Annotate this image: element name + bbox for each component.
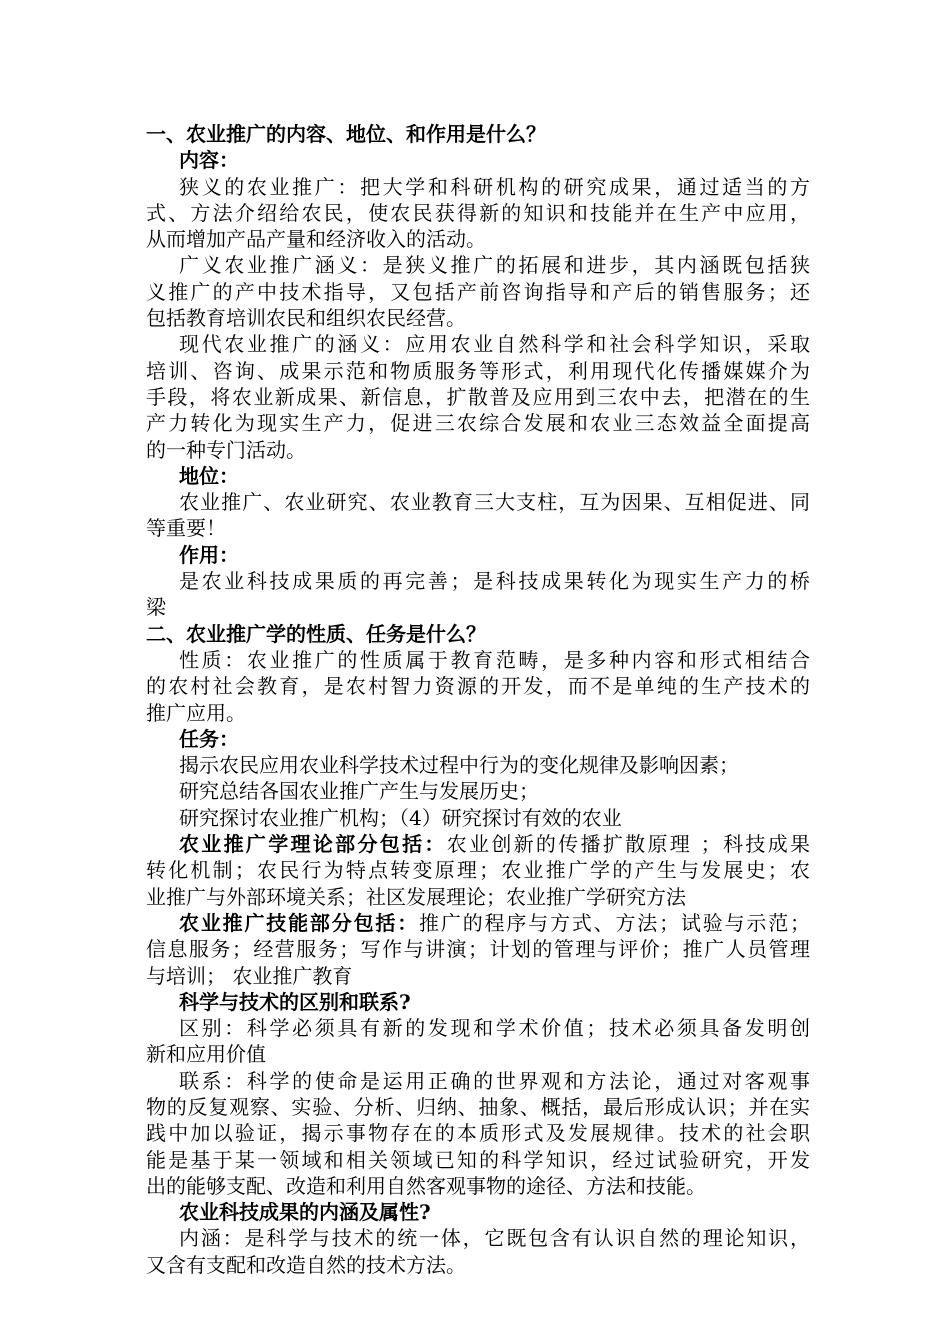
text-line [146,1225,810,1251]
heading-line [146,147,810,173]
text-line [146,1173,810,1199]
line-text: 农业科技成果的内涵及属性? [179,1200,431,1225]
heading-line [146,542,810,568]
text-line [146,647,810,673]
line-text: 信息服务；经营服务；写作与讲演；计划的管理与评价；推广人员管理 [146,937,810,962]
text-line [146,752,810,778]
line-text: 又含有支配和改造自然的技术方法。 [146,1252,466,1277]
line-text-rest: 农业创新的传播扩散原理 ；科技成果 [446,832,810,857]
line-text: 广义农业推广涵义：是狭义推广的拓展和进步，其内涵既包括狭 [179,253,810,278]
line-text: 等重要！ [146,516,226,541]
text-line [146,384,810,410]
text-line [146,700,810,726]
line-text: 产力转化为现实生产力，促进三农综合发展和农业三态效益全面提高 [146,411,810,436]
line-text: 作用： [179,542,239,567]
heading-line [146,1199,810,1225]
line-text: 义推广的产中技术指导，又包括产前咨询指导和产后的销售服务；还 [146,279,810,304]
line-text: 农业推广学理论部分包括： [179,832,447,857]
text-line [146,200,810,226]
text-line [146,1120,810,1146]
line-text: 研究探讨农业推广机构；（4）研究探讨有效的农业 [179,805,622,830]
line-text: 出的能够支配、改造和利用自然客观事物的途径、方法和技能。 [146,1173,706,1198]
line-text: 揭示农民应用农业科学技术过程中行为的变化规律及影响因素； [179,753,739,778]
line-text-rest: 推广的程序与方式、方法；试验与示范； [419,910,811,935]
text-line [146,1147,810,1173]
line-text: 培训、咨询、成果示范和物质服务等形式，利用现代化传播媒媒介为 [146,358,810,383]
text-line [146,226,810,252]
heading-line [146,621,810,647]
text-line [146,279,810,305]
line-text: 业推广与外部环境关系；社区发展理论；农业推广学研究方法 [146,884,686,909]
text-line [146,515,810,541]
text-line [146,568,810,594]
line-text: 的一种专门活动。 [146,437,306,462]
heading-line [146,121,810,147]
line-text: 任务： [179,726,239,751]
text-line [146,805,810,831]
line-text: 新和应用价值 [146,1042,266,1067]
line-text: 联系：科学的使命是运用正确的世界观和方法论，通过对客观事 [179,1068,810,1093]
line-text: 梁 [146,595,166,620]
heading-line [146,989,810,1015]
line-text: 从而增加产品产量和经济收入的活动。 [146,227,486,252]
text-line [146,1252,810,1278]
text-line [146,174,810,200]
text-line [146,437,810,463]
text-line [146,1015,810,1041]
line-text: 研究总结各国农业推广产生与发展历史； [179,779,539,804]
document-body [146,121,810,1278]
line-text: 转化机制；农民行为特点转变原理；农业推广学的产生与发展史；农 [146,858,810,883]
line-text: 科学与技术的区别和联系? [179,989,411,1014]
line-text: 狭义的农业推广：把大学和科研机构的研究成果，通过适当的方 [179,174,810,199]
line-text: 物的反复观察、实验、分析、归纳、抽象、概括，最后形成认识；并在实 [146,1094,810,1119]
line-text: 践中加以验证，揭示事物存在的本质形式及发展规律。技术的社会职 [146,1121,810,1146]
text-line [146,331,810,357]
line-text: 是农业科技成果质的再完善；是科技成果转化为现实生产力的桥 [179,569,810,594]
text-line [146,489,810,515]
line-text: 的农村社会教育，是农村智力资源的开发，而不是单纯的生产技术的 [146,674,810,699]
line-text: 地位： [179,463,239,488]
line-text: 农业推广、农业研究、农业教育三大支柱，互为因果、互相促进、同 [179,490,810,515]
line-text: 包括教育培训农民和组织农民经营。 [146,306,466,331]
line-text: 现代农业推广的涵义：应用农业自然科学和社会科学知识，采取 [179,332,810,357]
line-text: 手段，将农业新成果、新信息，扩散普及应用到三农中去，把潜在的生 [146,384,810,409]
line-text: 式、方法介绍给农民，使农民获得新的知识和技能并在生产中应用， [146,200,810,225]
text-line [146,252,810,278]
text-line [146,594,810,620]
text-line [146,778,810,804]
heading-line [146,726,810,752]
text-line [146,1068,810,1094]
line-text: 区别：科学必须具有新的发现和学术价值；技术必须具备发明创 [179,1016,810,1041]
line-text: 一、农业推广的内容、地位、和作用是什么？ [146,122,546,146]
line-text: 农业推广技能部分包括： [179,910,420,935]
text-line [146,410,810,436]
text-line [146,963,810,989]
text-line [146,884,810,910]
text-line [146,936,810,962]
text-line [146,910,810,936]
text-line [146,358,810,384]
text-line [146,673,810,699]
text-line [146,305,810,331]
line-text: 内涵：是科学与技术的统一体，它既包含有认识自然的理论知识， [179,1226,810,1251]
line-text: 内容： [179,148,239,173]
text-line [146,831,810,857]
line-text: 二、农业推广学的性质、任务是什么？ [146,621,486,646]
line-text: 与培训； 农业推广教育 [146,963,353,988]
line-text: 性质：农业推广的性质属于教育范畴，是多种内容和形式相结合 [179,647,810,672]
text-line [146,1041,810,1067]
text-line [146,857,810,883]
line-text: 能是基于某一领域和相关领域已知的科学知识，经过试验研究，开发 [146,1147,810,1172]
text-line [146,1094,810,1120]
heading-line [146,463,810,489]
line-text: 推广应用。 [146,700,246,725]
